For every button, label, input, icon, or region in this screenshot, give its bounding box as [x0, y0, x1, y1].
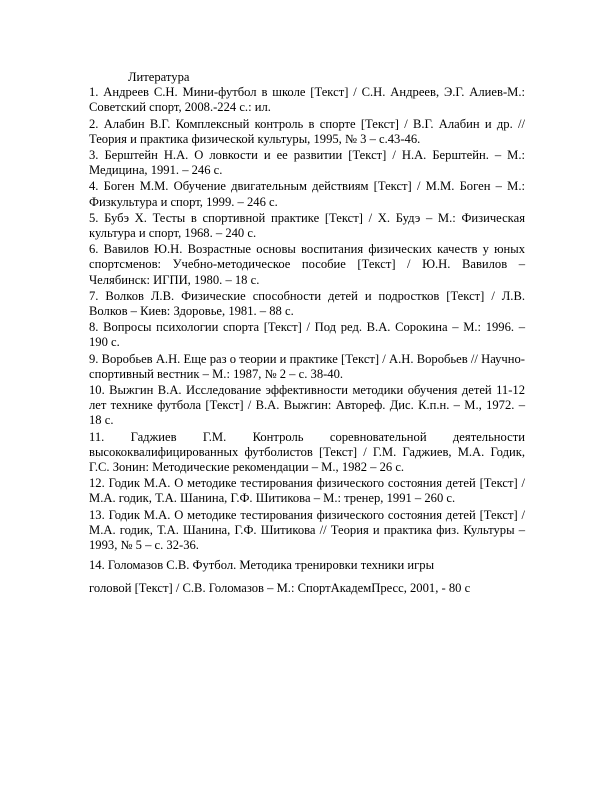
- document-page: [89, 70, 525, 597]
- reference-item: 3. Берштейн Н.А. О ловкости и ее развитии [Текст] / Н.А. Берштейн. – М.: Медицина, 1991. – 246 с.: [89, 148, 525, 178]
- reference-item: 4. Боген М.М. Обучение двигательным действиям [Текст] / М.М. Боген – М.: Физкультура и спорт, 1999. – 246 с.: [89, 179, 525, 209]
- page-title: Литература: [128, 70, 190, 84]
- reference-item: 13. Годик М.А. О методике тестирования физического состояния детей [Текст] / М.А. годик, Т.А. Шанина, Г.Ф. Шитикова // Теория и практика физ. Культуры – 1993, № 5 – с. 32-36.: [89, 507, 525, 553]
- reference-item: 2. Алабин В.Г. Комплексный контроль в спорте [Текст] / В.Г. Алабин и др. // Теория и практика физической культуры, 1995, № 3 – с.43-46.: [89, 116, 525, 146]
- reference-item: 7. Волков Л.В. Физические способности детей и подростков [Текст] / Л.В. Волков – Киев: Здоровье, 1981. – 88 с.: [89, 288, 525, 319]
- reference-item: 1. Андреев С.Н. Мини-футбол в школе [Текст] / С.Н. Андреев, Э.Г. Алиев-М.: Советский спорт, 2008.-224 с.: ил.: [89, 85, 525, 115]
- reference-item: 6. Вавилов Ю.Н. Возрастные основы воспитания физических качеств у юных спортсменов: Учебно-методическое пособие [Текст] / Ю.Н. Вавилов – Челябинск: ИГПИ, 1980. – 18 с.: [89, 242, 525, 287]
- reference-item: 8. Вопросы психологии спорта [Текст] / Под ред. В.А. Сорокина – М.: 1996. – 190 с.: [89, 320, 525, 350]
- reference-list: [89, 85, 525, 596]
- reference-item-last-line2: головой [Текст] / С.В. Голомазов – М.: СпортАкадемПресс, 2001, - 80 с: [89, 580, 471, 595]
- reference-item: 9. Воробьев А.Н. Еще раз о теории и практике [Текст] / А.Н. Воробьев // Научно-спортивный вестник – М.: 1987, № 2 – с. 38-40.: [89, 351, 525, 381]
- reference-item-last-line1: 14. Голомазов С.В. Футбол. Методика тренировки техники игры: [89, 558, 435, 573]
- reference-item: 10. Выжгин В.А. Исследование эффективности методики обучения детей 11-12 лет технике футбола [Текст] / В.А. Выжгин: Автореф. Дис. К.п.н. – М., 1972. – 18 с.: [89, 383, 525, 428]
- reference-item: 5. Бубэ Х. Тесты в спортивной практике [Текст] / Х. Будэ – М.: Физическая культура и спорт, 1968. – 240 с.: [89, 210, 525, 241]
- reference-item: 11. Гаджиев Г.М. Контроль соревновательной деятельности высококвалифицированных футболистов [Текст] / Г.М. Гаджиев, М.А. Годик, Г.С. Зонин: Методические рекомендации – М., 1982 – 26 с.: [89, 429, 525, 475]
- reference-item: 12. Годик М.А. О методике тестирования физического состояния детей [Текст] / М.А. годик, Т.А. Шанина, Г.Ф. Шитикова – М.: тренер, 1991 – 260 с.: [89, 476, 525, 506]
